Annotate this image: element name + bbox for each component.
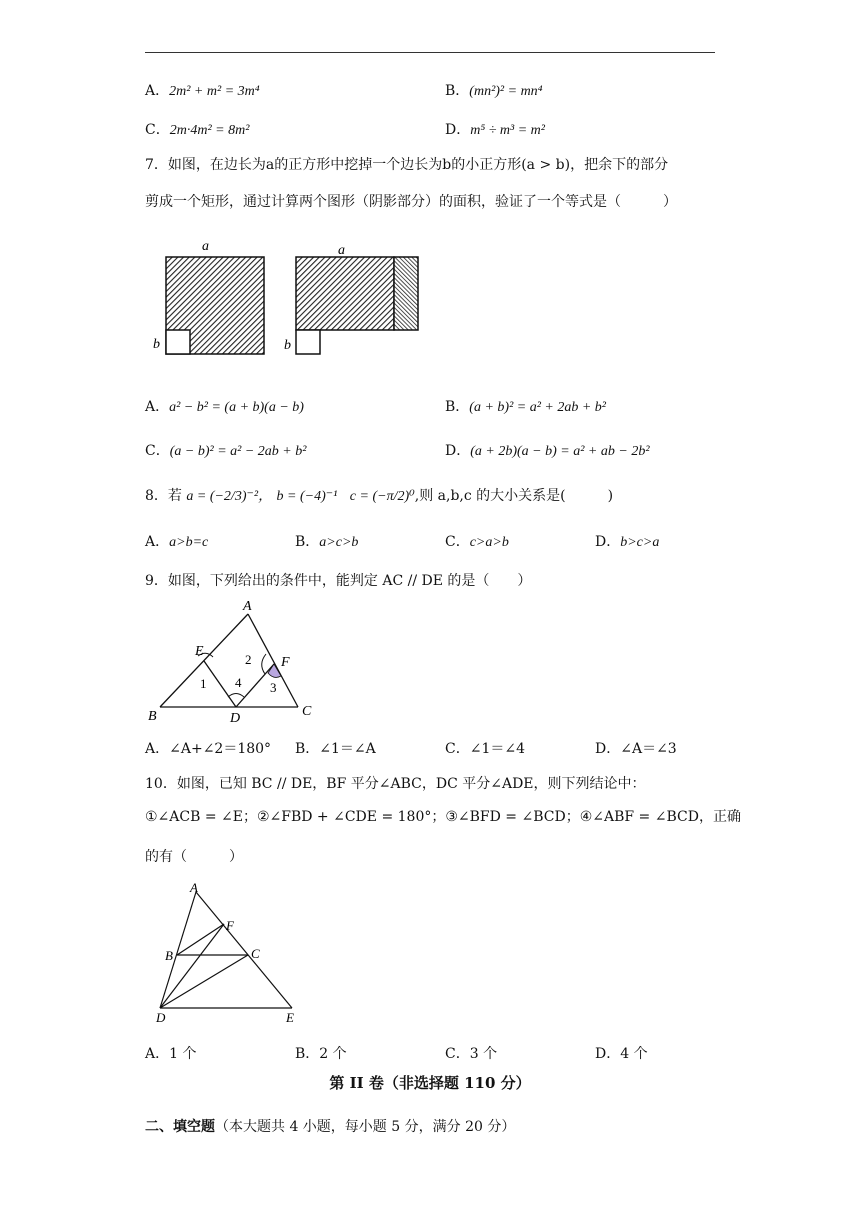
part2-heading: 二、填空题: [145, 1119, 215, 1135]
angle-1-label: 1: [200, 676, 207, 691]
label-b-right: b: [284, 338, 291, 353]
point-c-label: C: [251, 946, 260, 961]
point-f-label: F: [226, 918, 234, 933]
part2-heading-row: [145, 1116, 515, 1136]
point-e-label: E: [286, 1010, 294, 1025]
point-a-label: A: [190, 880, 198, 895]
point-f-label: F: [281, 655, 290, 670]
q8-option-b[interactable]: B．a>c>b: [295, 534, 359, 550]
header-rule: [145, 52, 715, 53]
point-a-label: A: [243, 599, 252, 614]
q10-option-c[interactable]: C．3 个: [445, 1046, 498, 1062]
angle-3-label: 3: [270, 680, 277, 695]
point-d-label: D: [156, 1010, 166, 1025]
side-strip-shape: [394, 257, 418, 330]
angle-2-label: 2: [245, 652, 252, 667]
point-b-label: B: [165, 948, 173, 963]
label-b-left: b: [153, 337, 160, 352]
point-d-label: D: [230, 711, 241, 726]
q6-option-c[interactable]: C．2m·4m² = 8m²: [145, 122, 250, 138]
q6-option-b[interactable]: B．(mn²)² = mn⁴: [445, 83, 543, 99]
label-a-left: a: [202, 239, 209, 254]
q10-option-b[interactable]: B．2 个: [295, 1046, 347, 1062]
q8-b-definition: b = (−4)⁻¹: [276, 489, 338, 504]
q8-option-c[interactable]: C．c>a>b: [445, 534, 509, 550]
q7-option-a[interactable]: A．a² − b² = (a + b)(a − b): [145, 399, 304, 415]
rectangle-shape: [296, 257, 394, 330]
small-square-right-shape: [296, 330, 320, 354]
q9-option-a[interactable]: A．∠A+∠2＝180°: [145, 741, 272, 757]
q7-figure: [140, 232, 440, 362]
point-b-label: B: [148, 709, 157, 724]
angle-4-label: 4: [235, 675, 242, 690]
q10-option-d[interactable]: D．4 个: [595, 1046, 648, 1062]
part2-note: （本大题共 4 小题，每小题 5 分，满分 20 分）: [215, 1119, 516, 1135]
q10-stem-line2: ①∠ACB = ∠E；②∠FBD + ∠CDE = 180°；③∠BFD = ∠BCD；④∠ABF = ∠BCD，正确: [145, 809, 741, 825]
q7-option-d[interactable]: D．(a + 2b)(a − b) = a² + ab − 2b²: [445, 443, 650, 459]
small-square-shape: [166, 330, 190, 354]
q10-option-a[interactable]: A．1 个: [145, 1046, 197, 1062]
q8-a-definition: a = (−2/3)⁻²，: [186, 489, 273, 504]
q6-option-d[interactable]: D．m⁵ ÷ m³ = m²: [445, 122, 545, 138]
q9-option-c[interactable]: C．∠1＝∠4: [445, 741, 525, 757]
q9-option-b[interactable]: B．∠1＝∠A: [295, 741, 376, 757]
angle-2-mark: [262, 654, 266, 674]
q10-stem-line3: 的有（ ）: [145, 849, 243, 865]
q9-stem: 9．如图，下列给出的条件中，能判定 AC // DE 的是（ ）: [145, 573, 532, 589]
q7-option-c[interactable]: C．(a − b)² = a² − 2ab + b²: [145, 443, 307, 459]
q7-stem-line2: 剪成一个矩形，通过计算两个图形（阴影部分）的面积，验证了一个等式是（ ）: [145, 194, 677, 210]
q8-c-definition: c = (−π/2)⁰: [349, 489, 415, 504]
section-title: 第 II 卷（非选择题 110 分）: [329, 1074, 531, 1092]
point-e-label: E: [195, 644, 204, 659]
label-a-right: a: [338, 243, 345, 258]
q9-figure: [140, 596, 330, 726]
q8-stem: 8．若 a = (−2/3)⁻²， b = (−4)⁻¹ c = (−π/2)⁰,则 a,b,c 的大小关系是( ): [145, 488, 614, 504]
q6-option-a[interactable]: A．2m² + m² = 3m⁴: [145, 83, 260, 99]
q7-option-b[interactable]: B．(a + b)² = a² + 2ab + b²: [445, 399, 607, 415]
q10-stem-line1: 10．如图，已知 BC // DE，BF 平分∠ABC，DC 平分∠ADE，则下列结论中：: [145, 776, 646, 792]
angle-4-mark: [228, 694, 244, 698]
point-c-label: C: [302, 704, 312, 719]
q9-option-d[interactable]: D．∠A＝∠3: [595, 741, 677, 757]
q8-option-d[interactable]: D．b>c>a: [595, 534, 660, 550]
q7-stem-line1: 7．如图，在边长为a的正方形中挖掉一个边长为b的小正方形(a > b)，把余下的部分: [145, 157, 669, 173]
q10-figure: [150, 880, 320, 1030]
q8-option-a[interactable]: A．a>b=c: [145, 534, 209, 550]
